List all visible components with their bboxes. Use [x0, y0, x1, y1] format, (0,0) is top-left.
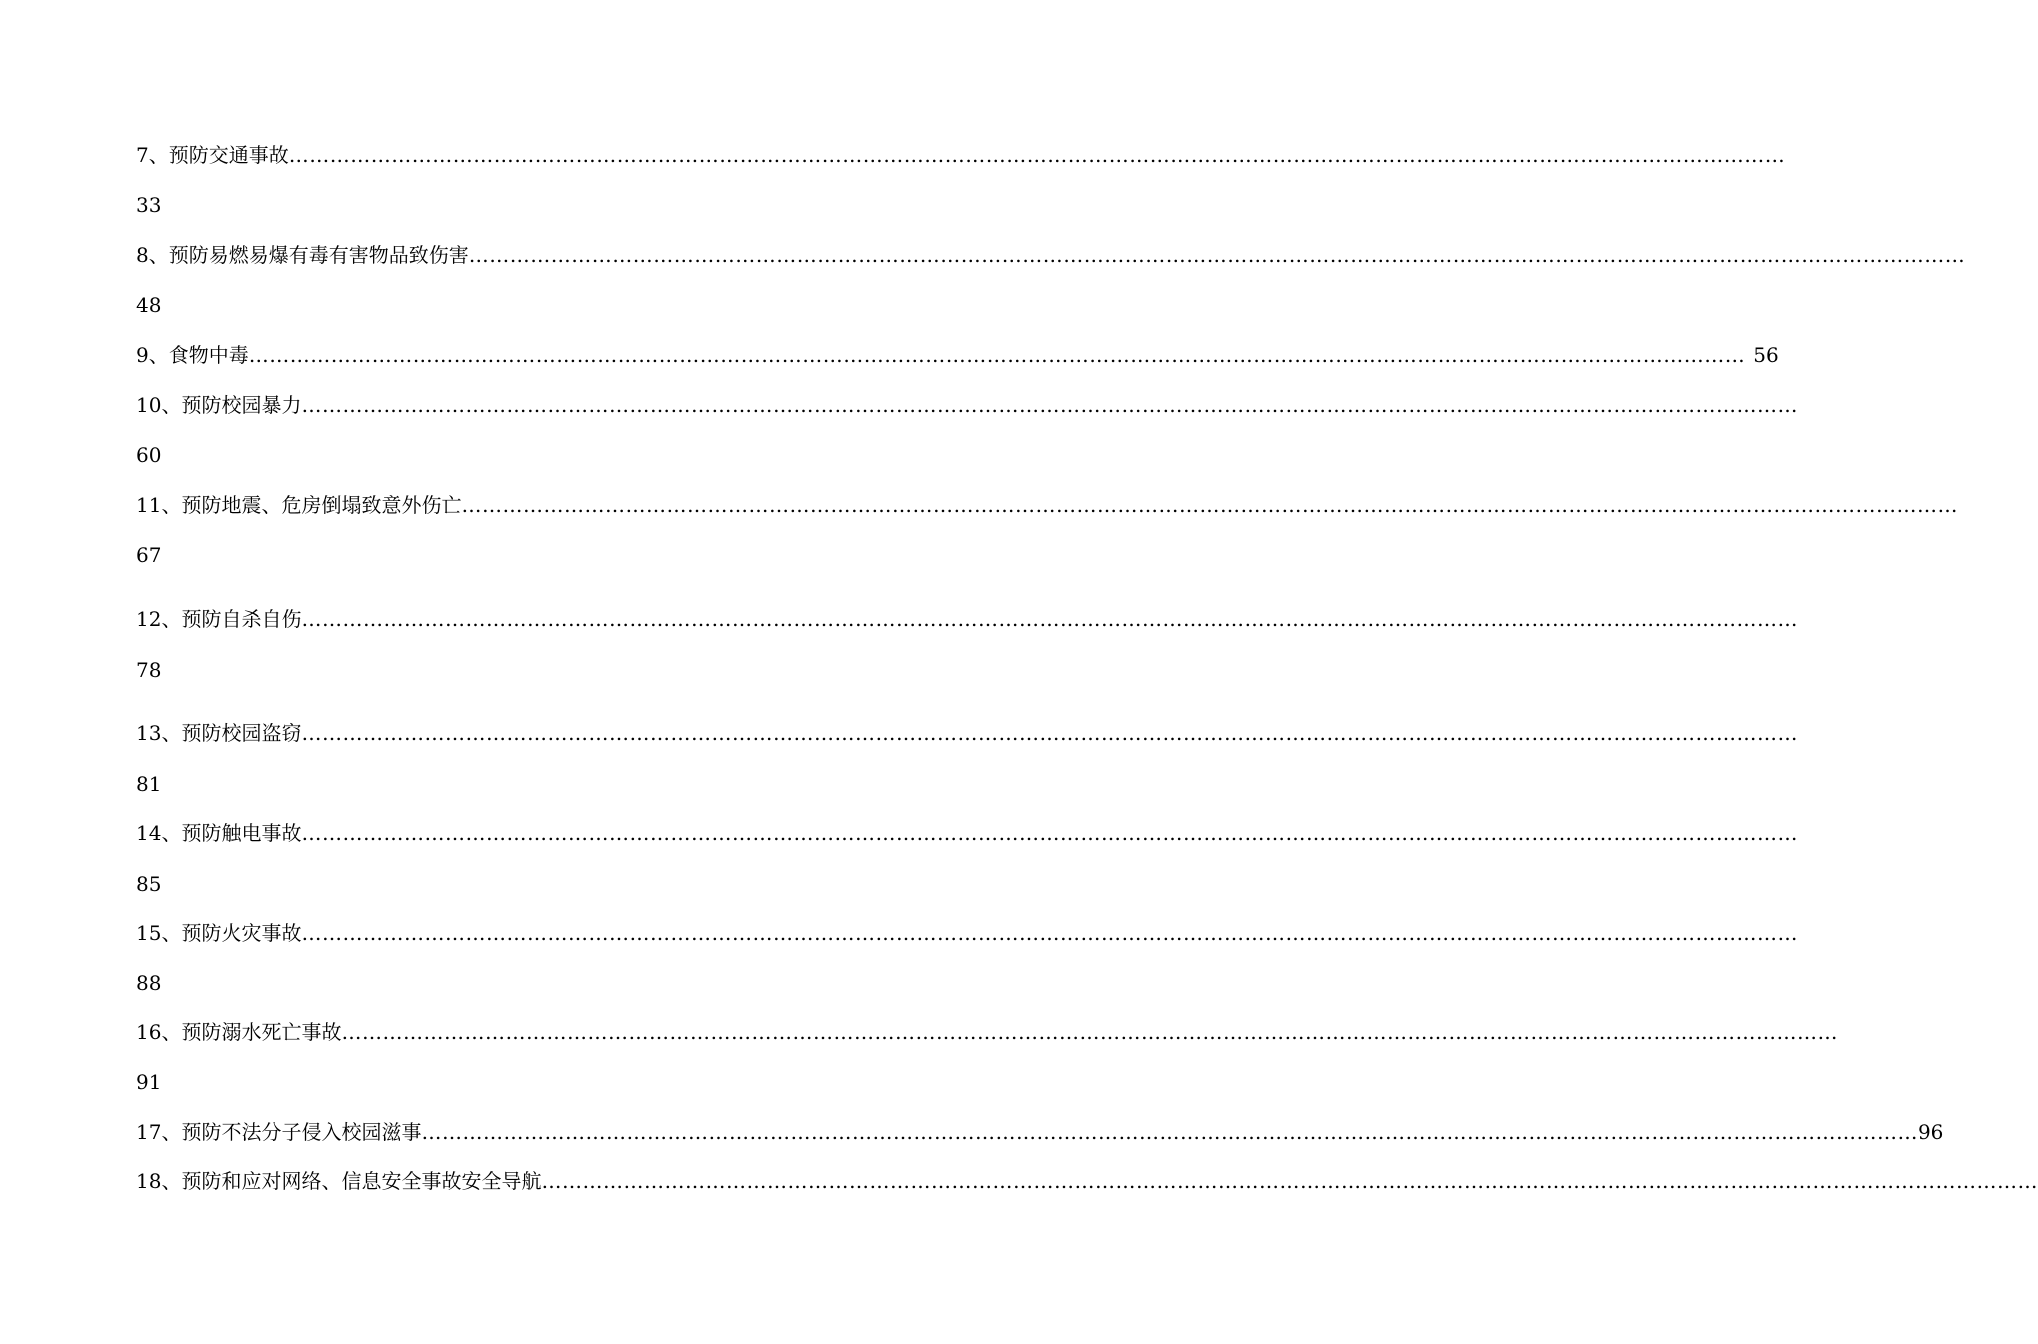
toc-entry-17	[136, 1117, 1944, 1147]
toc-entry-15	[136, 918, 1798, 948]
dot-leader: …………………………………………………………………………………………………………………………………………………………………………………………………	[248, 343, 1746, 367]
toc-page-number: 91	[136, 1070, 162, 1094]
toc-page-number: 88	[136, 971, 162, 995]
toc-entry-label: 11、预防地震、危房倒塌致意外伤亡	[136, 493, 462, 517]
toc-entry-label: 7、预防交通事故	[136, 143, 289, 167]
dot-leader: …………………………………………………………………………………………………………………………………………………………………………………………………	[461, 493, 1958, 517]
toc-entry-label: 10、预防校园暴力	[136, 393, 302, 417]
toc-page-number: 56	[1753, 343, 1779, 367]
toc-entry-13	[136, 718, 1798, 748]
toc-entry-label: 9、食物中毒	[136, 343, 249, 367]
dot-leader: …………………………………………………………………………………………………………………………………………………………………………………………………	[301, 721, 1798, 745]
toc-page-number: 48	[136, 293, 162, 317]
dot-leader: …………………………………………………………………………………………………………………………………………………………………………………………………	[301, 921, 1798, 945]
toc-entry-label: 8、预防易燃易爆有毒有害物品致伤害	[136, 243, 469, 267]
toc-entry-9	[136, 340, 1779, 370]
dot-leader: …………………………………………………………………………………………………………………………………………………………………………………………………	[288, 143, 1786, 167]
toc-page-number: 67	[136, 543, 162, 567]
toc-entry-label: 14、预防触电事故	[136, 821, 302, 845]
toc-entry-label: 13、预防校园盗窃	[136, 721, 302, 745]
toc-entry-16	[136, 1017, 1838, 1047]
toc-entry-label: 16、预防溺水死亡事故	[136, 1020, 342, 1044]
dot-leader: …………………………………………………………………………………………………………………………………………………………………………………………………	[301, 393, 1798, 417]
dot-leader: …………………………………………………………………………………………………………………………………………………………………………………………………	[468, 243, 1966, 267]
toc-entry-14	[136, 818, 1798, 848]
toc-entry-label: 18、预防和应对网络、信息安全事故安全导航	[136, 1169, 542, 1193]
toc-page-number: 81	[136, 772, 162, 796]
toc-entry-12	[136, 604, 1798, 634]
toc-page-number: 85	[136, 872, 162, 896]
toc-page-number: 78	[136, 658, 162, 682]
toc-entry-label: 17、预防不法分子侵入校园滋事	[136, 1120, 422, 1144]
dot-leader: …………………………………………………………………………………………………………………………………………………………………………………………………	[341, 1020, 1838, 1044]
toc-entry-7	[136, 140, 1786, 170]
toc-entry-11	[136, 490, 1958, 520]
toc-entry-label: 15、预防火灾事故	[136, 921, 302, 945]
dot-leader: …………………………………………………………………………………………………………………………………………………………………………………………………	[301, 607, 1798, 631]
toc-entry-18	[136, 1166, 2038, 1196]
dot-leader: …………………………………………………………………………………………………………………………………………………………………………………………………	[301, 821, 1798, 845]
toc-entry-label: 12、预防自杀自伤	[136, 607, 302, 631]
toc-entry-8	[136, 240, 1966, 270]
dot-leader: …………………………………………………………………………………………………………………………………………………………………………………………………	[541, 1169, 2038, 1193]
toc-page-number: 96	[1917, 1120, 1944, 1144]
toc-page-number: 33	[136, 193, 162, 217]
dot-leader: …………………………………………………………………………………………………………………………………………………………………………………………………	[421, 1120, 1918, 1144]
toc-entry-10	[136, 390, 1798, 420]
toc-page-number: 60	[136, 443, 162, 467]
